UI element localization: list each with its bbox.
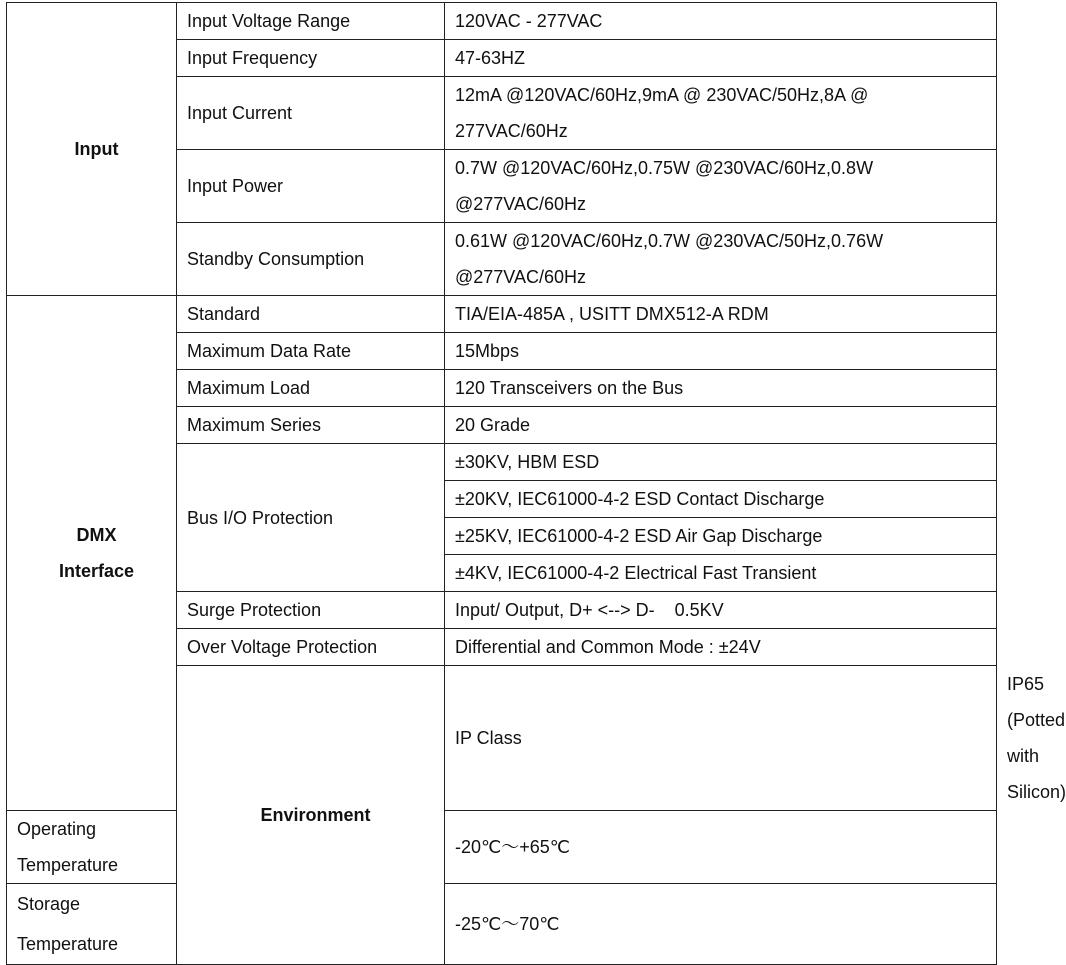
param-cell: IP Class — [445, 666, 997, 811]
param-cell: Operating Temperature — [7, 811, 177, 884]
table-row — [7, 884, 997, 965]
value-cell: 120 Transceivers on the Bus — [445, 370, 997, 407]
value-cell: ±20KV, IEC61000-4-2 ESD Contact Discharge — [445, 481, 997, 518]
param-cell: Input Voltage Range — [177, 3, 445, 40]
value-cell: 47-63HZ — [445, 40, 997, 77]
param-cell: Bus I/O Protection — [177, 444, 445, 592]
value-cell: -25℃～70℃ — [445, 884, 997, 965]
param-cell: Storage Temperature — [7, 884, 177, 965]
table-row — [7, 3, 997, 40]
value-cell: -20℃～+65℃ — [445, 811, 997, 884]
param-cell: Standby Consumption — [177, 223, 445, 296]
value-cell: ±4KV, IEC61000-4-2 Electrical Fast Transient — [445, 555, 997, 592]
table-row — [7, 296, 997, 333]
param-cell: Standard — [177, 296, 445, 333]
param-cell: Maximum Load — [177, 370, 445, 407]
group-label-dmx-interface: DMX Interface — [7, 296, 177, 811]
value-cell: 0.7W @120VAC/60Hz,0.75W @230VAC/60Hz,0.8W @277VAC/60Hz — [445, 150, 997, 223]
param-cell: Surge Protection — [177, 592, 445, 629]
value-cell: Differential and Common Mode : ±24V — [445, 629, 997, 666]
value-cell: TIA/EIA-485A , USITT DMX512-A RDM — [445, 296, 997, 333]
param-cell: Input Frequency — [177, 40, 445, 77]
param-cell: Maximum Series — [177, 407, 445, 444]
group-label-environment: Environment — [177, 666, 445, 965]
value-cell: 0.61W @120VAC/60Hz,0.7W @230VAC/50Hz,0.76W @277VAC/60Hz — [445, 223, 997, 296]
table-row — [7, 811, 997, 884]
param-cell: Maximum Data Rate — [177, 333, 445, 370]
value-cell: Input/ Output, D+ <--> D- 0.5KV — [445, 592, 997, 629]
spec-table — [6, 2, 1066, 965]
value-cell: ±30KV, HBM ESD — [445, 444, 997, 481]
value-cell: 20 Grade — [445, 407, 997, 444]
group-label-input: Input — [7, 3, 177, 296]
param-cell: Over Voltage Protection — [177, 629, 445, 666]
param-cell: Input Current — [177, 77, 445, 150]
table-row: Environment IP Class IP65 (Potted with Silicon) — [7, 666, 997, 811]
value-cell: 120VAC - 277VAC — [445, 3, 997, 40]
value-cell: ±25KV, IEC61000-4-2 ESD Air Gap Discharge — [445, 518, 997, 555]
value-cell: 12mA @120VAC/60Hz,9mA @ 230VAC/50Hz,8A @ 277VAC/60Hz — [445, 77, 997, 150]
param-cell: Input Power — [177, 150, 445, 223]
value-cell: 15Mbps — [445, 333, 997, 370]
